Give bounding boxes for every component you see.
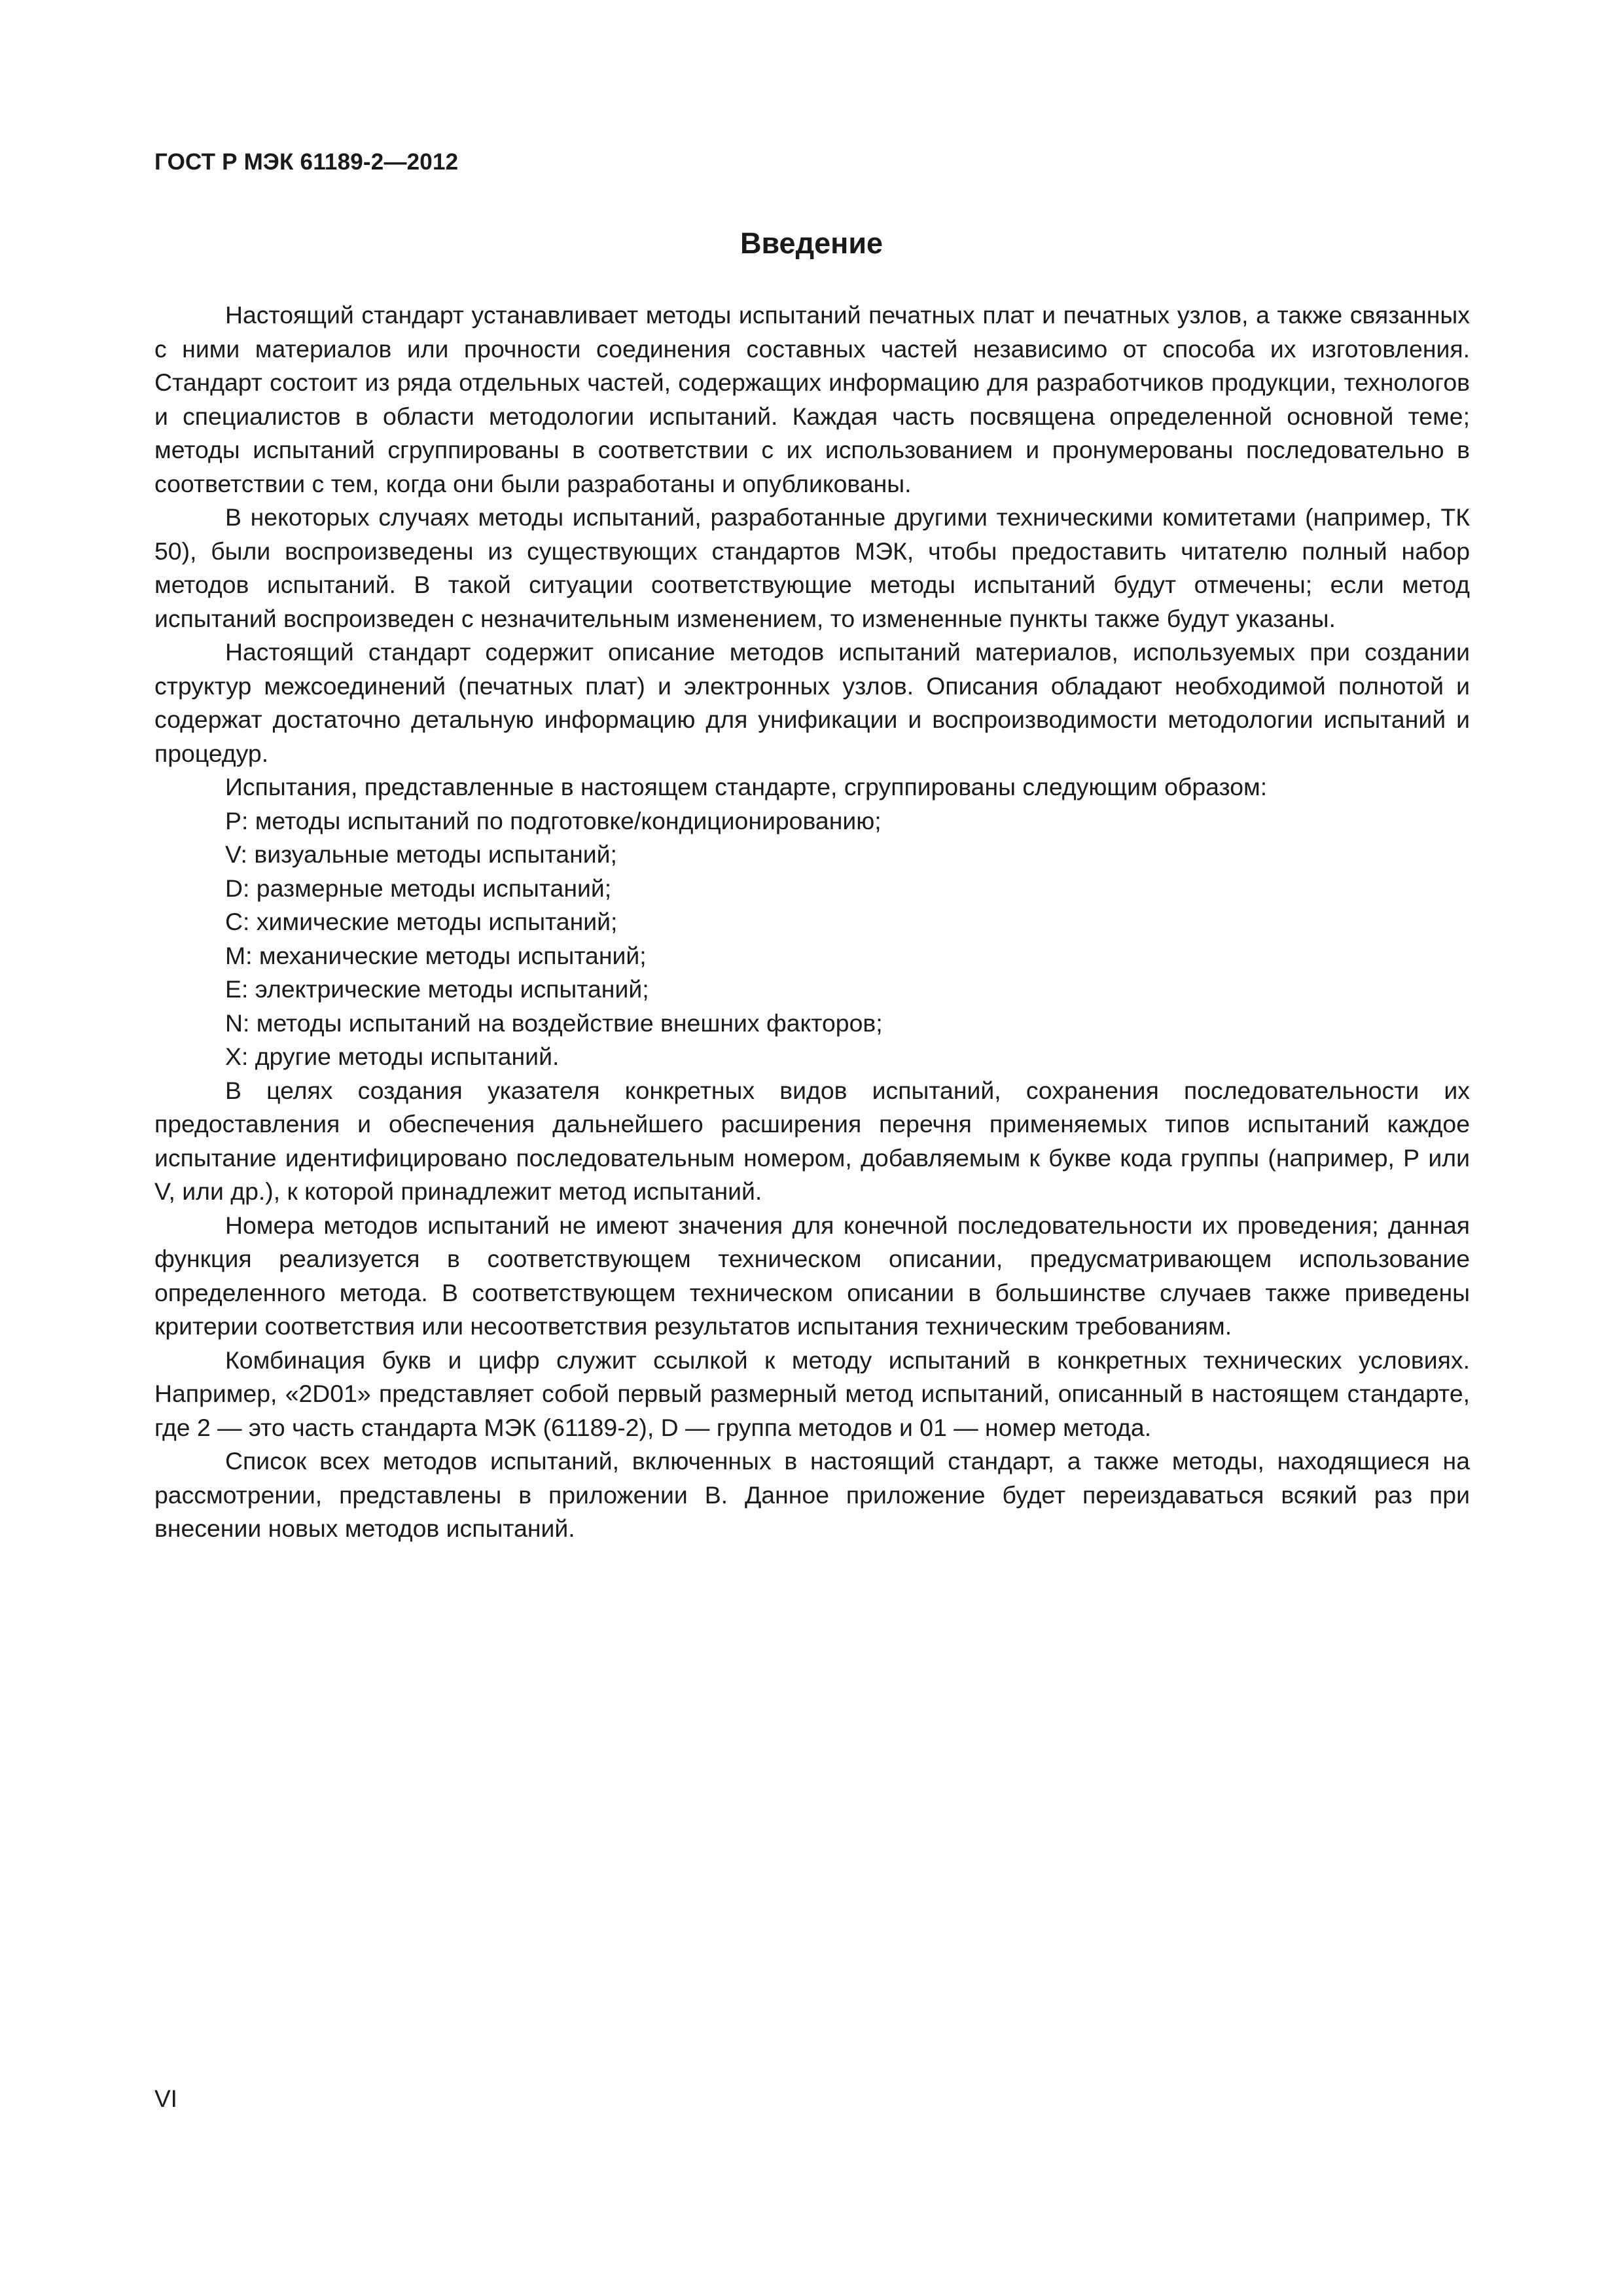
list-item: P: методы испытаний по подготовке/кондиционированию; <box>225 806 882 834</box>
body-text <box>154 298 1470 1546</box>
paragraph: В целях создания указателя конкретных видов испытаний, сохранения последовательности их предоставления и обеспечения дальнейшего расширения перечня применяемых типов испытаний каждое испытание идентифицировано последовательным номером, добавляемым к букве кода группы (например, Р или V, или др.), к которой принадлежит метод испытаний. <box>154 1076 1470 1205</box>
list-item: D: размерные методы испытаний; <box>225 874 612 902</box>
paragraph: Номера методов испытаний не имеют значения для конечной последовательности их проведения; данная функция реализуется в соответствующем техническом описании, предусматривающем использование определенного метода. В соответствующем техническом описании в большинстве случаев также приведены критерии соответствия или несоответствия результатов испытания техническим требованиям. <box>154 1211 1470 1340</box>
list-item: N: методы испытаний на воздействие внешних факторов; <box>225 1009 883 1037</box>
paragraph: Комбинация букв и цифр служит ссылкой к методу испытаний в конкретных технических условиях. Например, «2D01» представляет собой первый размерный метод испытаний, описанный в настоящем стандарте, где 2 — это часть стандарта МЭК (61189-2), D — группа методов и 01 — номер метода. <box>154 1346 1470 1441</box>
list-item: V: визуальные методы испытаний; <box>225 840 617 868</box>
paragraph: В некоторых случаях методы испытаний, разработанные другими техническими комитетами (например, ТК 50), были воспроизведены из существующих стандартов МЭК, чтобы предоставить читателю полный набор методов испытаний. В такой ситуации соответствующие методы испытаний будут отмечены; если метод испытаний воспроизведен с незначительным изменением, то измененные пункты также будут указаны. <box>154 503 1470 632</box>
paragraph: Список всех методов испытаний, включенных в настоящий стандарт, а также методы, находящиеся на рассмотрении, представлены в приложении В. Данное приложение будет переиздаваться всякий раз при внесении новых методов испытаний. <box>154 1447 1470 1542</box>
section-title: Введение <box>740 226 883 260</box>
list-item: X: другие методы испытаний. <box>225 1043 560 1070</box>
test-groups-list <box>154 804 1470 1074</box>
page-number: VI <box>154 2085 177 2112</box>
list-item: M: механические методы испытаний; <box>225 941 647 969</box>
list-item: C: химические методы испытаний; <box>225 908 618 935</box>
paragraph: Настоящий стандарт содержит описание методов испытаний материалов, используемых при создании структур межсоединений (печатных плат) и электронных узлов. Описания обладают необходимой полнотой и содержат достаточно детальную информацию для унификации и воспроизводимости методологии испытаний и процедур. <box>154 638 1470 767</box>
paragraph: Настоящий стандарт устанавливает методы испытаний печатных плат и печатных узлов, а также связанных с ними материалов или прочности соединения составных частей независимо от способа их изготовления. Стандарт состоит из ряда отдельных частей, содержащих информацию для разработчиков продукции, технологов и специалистов в области методологии испытаний. Каждая часть посвящена определенной основной теме; методы испытаний сгруппированы в соответствии с их использованием и пронумерованы последовательно в соответствии с тем, когда они были разработаны и опубликованы. <box>154 301 1470 497</box>
paragraph: Испытания, представленные в настоящем стандарте, сгруппированы следующим образом: <box>225 773 1268 800</box>
document-code: ГОСТ Р МЭК 61189-2—2012 <box>154 149 459 175</box>
list-item: E: электрические методы испытаний; <box>225 975 649 1003</box>
